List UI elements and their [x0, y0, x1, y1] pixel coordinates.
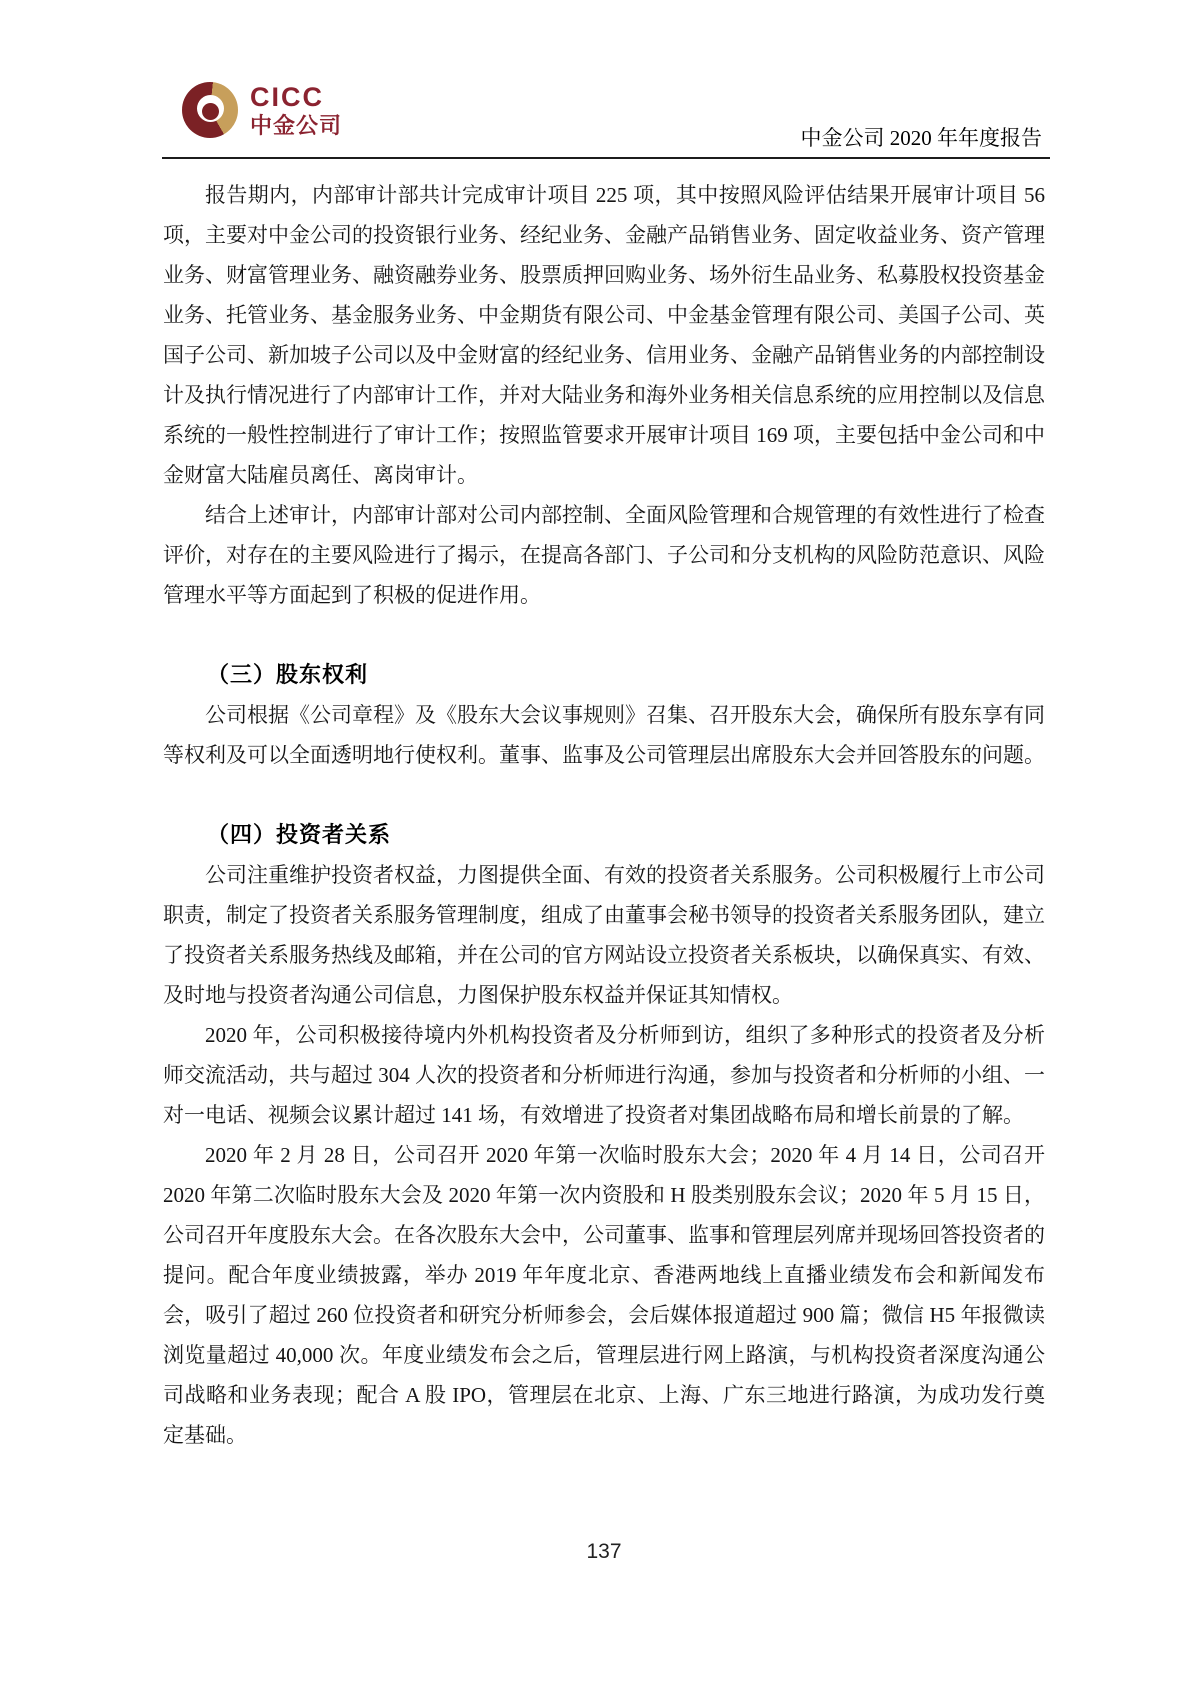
logo-text-block — [250, 83, 342, 136]
paragraph-investor-relations-3: 2020 年 2 月 28 日，公司召开 2020 年第一次临时股东大会；2020 年 4 月 14 日，公司召开 2020 年第二次临时股东大会及 2020 年第一次内资股和 H 股类别股东会议；2020 年 5 月 15 日，公司召开年度股东大会。在各次股东大会中，公司董事、监事和管理层列席并现场回答投资者的提问。配合年度业绩披露，举办 2019 年年度北京、香港两地线上直播业绩发布会和新闻发布会，吸引了超过 260 位投资者和研究分析师参会，会后媒体报道超过 900 篇；微信 H5 年报微读浏览量超过 40,000 次。年度业绩发布会之后，管理层进行网上路演，与机构投资者深度沟通公司战略和业务表现；配合 A 股 IPO，管理层在北京、上海、广东三地进行路演，为成功发行奠定基础。 — [163, 1143, 1045, 1447]
paragraph-audit-conclusion: 结合上述审计，内部审计部对公司内部控制、全面风险管理和合规管理的有效性进行了检查评价，对存在的主要风险进行了揭示，在提高各部门、子公司和分支机构的风险防范意识、风险管理水平等方面起到了积极的促进作用。 — [163, 503, 1045, 607]
paragraph-investor-relations-2: 2020 年，公司积极接待境内外机构投资者及分析师到访，组织了多种形式的投资者及分析师交流活动，共与超过 304 人次的投资者和分析师进行沟通，参加与投资者和分析师的小组、一对一电话、视频会议累计超过 141 场，有效增进了投资者对集团战略布局和增长前景的了解。 — [163, 1023, 1045, 1127]
header-divider — [162, 157, 1050, 159]
paragraph-investor-relations-1: 公司注重维护投资者权益，力图提供全面、有效的投资者关系服务。公司积极履行上市公司职责，制定了投资者关系服务管理制度，组成了由董事会秘书领导的投资者关系服务团队，建立了投资者关系服务热线及邮箱，并在公司的官方网站设立投资者关系板块，以确保真实、有效、及时地与投资者沟通公司信息，力图保护股东权益并保证其知情权。 — [163, 863, 1045, 1007]
section-heading-investor-relations: （四）投资者关系 — [207, 822, 392, 847]
report-title: 中金公司 2020 年年度报告 — [800, 126, 1042, 150]
section-heading-shareholder-rights: （三）股东权利 — [207, 662, 369, 687]
paragraph-internal-audit: 报告期内，内部审计部共计完成审计项目 225 项，其中按照风险评估结果开展审计项目 56 项，主要对中金公司的投资银行业务、经纪业务、金融产品销售业务、固定收益业务、资产管理业务、财富管理业务、融资融券业务、股票质押回购业务、场外衍生品业务、私募股权投资基金业务、托管业务、基金服务业务、中金期货有限公司、中金基金管理有限公司、美国子公司、英国子公司、新加坡子公司以及中金财富的经纪业务、信用业务、金融产品销售业务的内部控制设计及执行情况进行了内部审计工作，并对大陆业务和海外业务相关信息系统的应用控制以及信息系统的一般性控制进行了审计工作；按照监管要求开展审计项目 169 项，主要包括中金公司和中金财富大陆雇员离任、离岗审计。 — [163, 183, 1045, 487]
logo-text-en: CICC — [250, 82, 324, 113]
cicc-logo — [182, 82, 342, 138]
logo-swirl-dot — [202, 103, 219, 120]
cicc-logo-icon — [182, 82, 238, 138]
document-body — [163, 175, 1045, 1455]
paragraph-shareholder-rights: 公司根据《公司章程》及《股东大会议事规则》召集、召开股东大会，确保所有股东享有同等权利及可以全面透明地行使权利。董事、监事及公司管理层出席股东大会并回答股东的问题。 — [163, 703, 1045, 767]
page-number: 137 — [586, 1540, 622, 1563]
logo-text-cn: 中金公司 — [250, 112, 343, 138]
